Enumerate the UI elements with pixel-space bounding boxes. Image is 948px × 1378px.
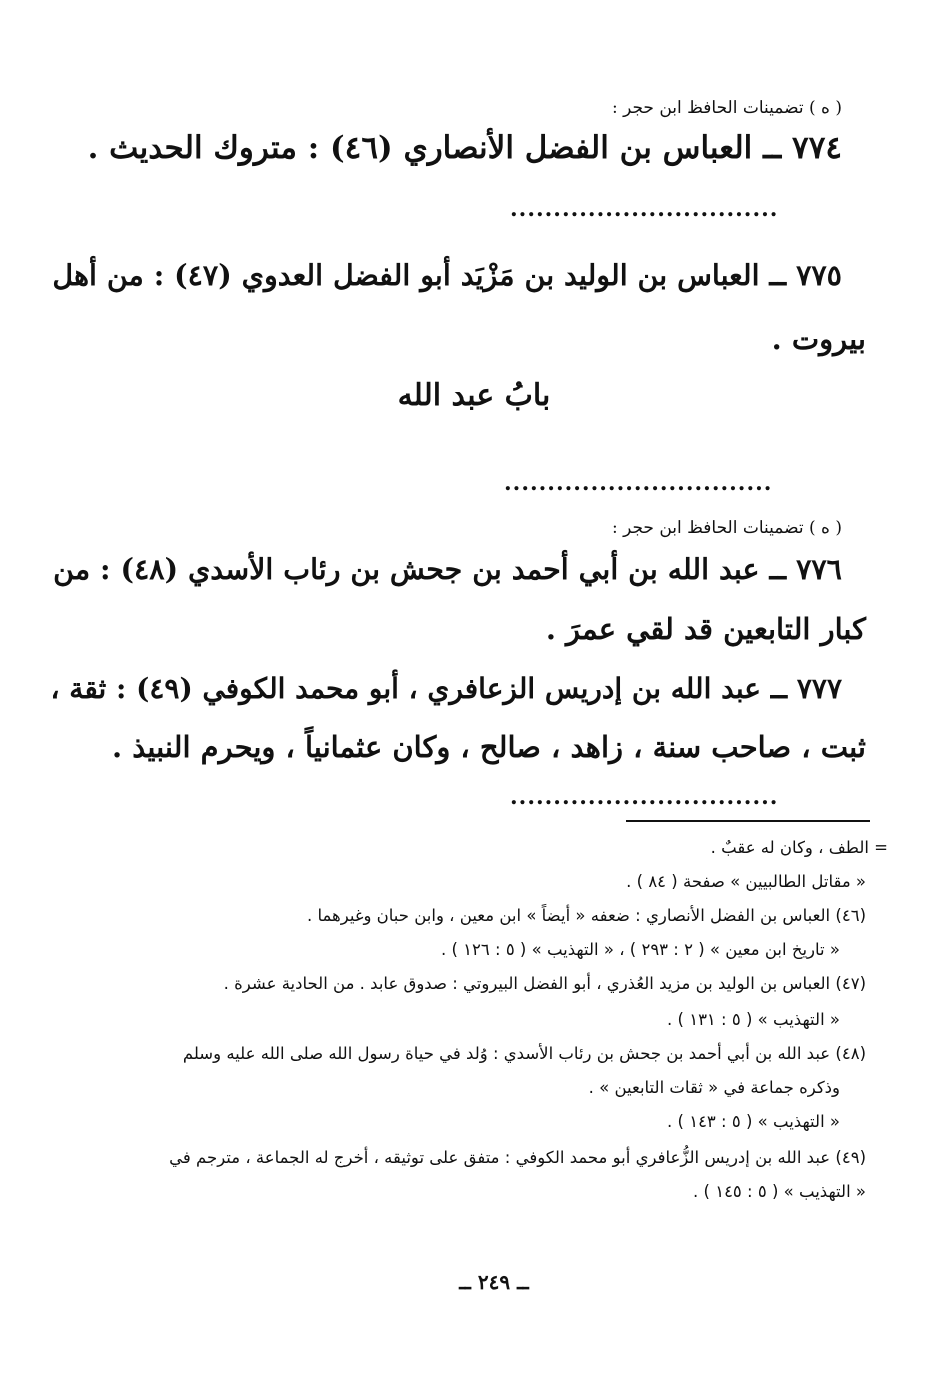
dotted-separator-1: ............................... [510, 196, 779, 222]
entry-777-line-2: ثبت ، صاحب سنة ، زاهد ، صالح ، وكان عثمانياً ، ويحرم النبيذ . [112, 730, 866, 764]
entry-777-line-1: ٧٧٧ ــ عبد الله بن إدريس الزعافري ، أبو محمد الكوفي (٤٩) : ثقة ، [50, 672, 842, 705]
entry-776-line-2: كبار التابعين قد لقي عمرَ . [545, 612, 866, 646]
footnote-46-source: « تاريخ ابن معين » ( ٢ : ٢٩٣ ) ، « التهذيب » ( ٥ : ١٢٦ ) . [440, 940, 840, 959]
note-tadmeenat-2: ( ه ) تضمينات الحافظ ابن حجر : [611, 518, 842, 538]
entry-775-line-1: ٧٧٥ ــ العباس بن الوليد بن مَزْيَد أبو الفضل العدوي (٤٧) : من أهل [52, 258, 842, 292]
footnote-rule [626, 820, 870, 822]
footnote-continuation-source: « مقاتل الطالبيين » صفحة ( ٨٤ ) . [626, 872, 866, 891]
note-tadmeenat-1: ( ه ) تضمينات الحافظ ابن حجر : [611, 98, 842, 118]
entry-774: ٧٧٤ ــ العباس بن الفضل الأنصاري (٤٦) : متروك الحديث . [87, 130, 842, 166]
footnote-49: (٤٩) عبد الله بن إدريس الزُّعافري أبو محمد الكوفي : متفق على توثيقه ، أخرج له الجماعة ، مترجم في [169, 1148, 866, 1167]
footnote-49-source: « التهذيب » ( ٥ : ١٤٥ ) . [693, 1182, 866, 1201]
entry-776-line-1: ٧٧٦ ــ عبد الله بن أبي أحمد بن جحش بن رئاب الأسدي (٤٨) : من [53, 552, 842, 586]
footnote-47-source: « التهذيب » ( ٥ : ١٣١ ) . [667, 1010, 840, 1029]
footnote-48-source: « التهذيب » ( ٥ : ١٤٣ ) . [667, 1112, 840, 1131]
footnote-47: (٤٧) العباس بن الوليد بن مزيد العُذري ، أبو الفضل البيروتي : صدوق عابد . من الحادية عشرة . [223, 974, 866, 993]
page-number: ــ ٢٤٩ ــ [459, 1270, 529, 1294]
footnote-48-cont: وذكره جماعة في « ثقات التابعين » . [588, 1078, 840, 1097]
footnote-continuation: = الطف ، وكان له عقبٌ . [710, 838, 888, 857]
footnote-46: (٤٦) العباس بن الفضل الأنصاري : ضعفه « أيضاً » ابن معين ، وابن حبان وغيرهما . [306, 906, 866, 925]
footnote-48: (٤٨) عبد الله بن أبي أحمد بن جحش بن رئاب الأسدي : وُلد في حياة رسول الله صلى الله عليه وسلم [182, 1044, 866, 1063]
dotted-separator-2: ............................... [504, 470, 773, 496]
section-heading: بابُ عبد الله [397, 378, 551, 413]
entry-775-line-2: بيروت . [771, 322, 866, 356]
dotted-separator-3: ............................... [510, 784, 779, 810]
